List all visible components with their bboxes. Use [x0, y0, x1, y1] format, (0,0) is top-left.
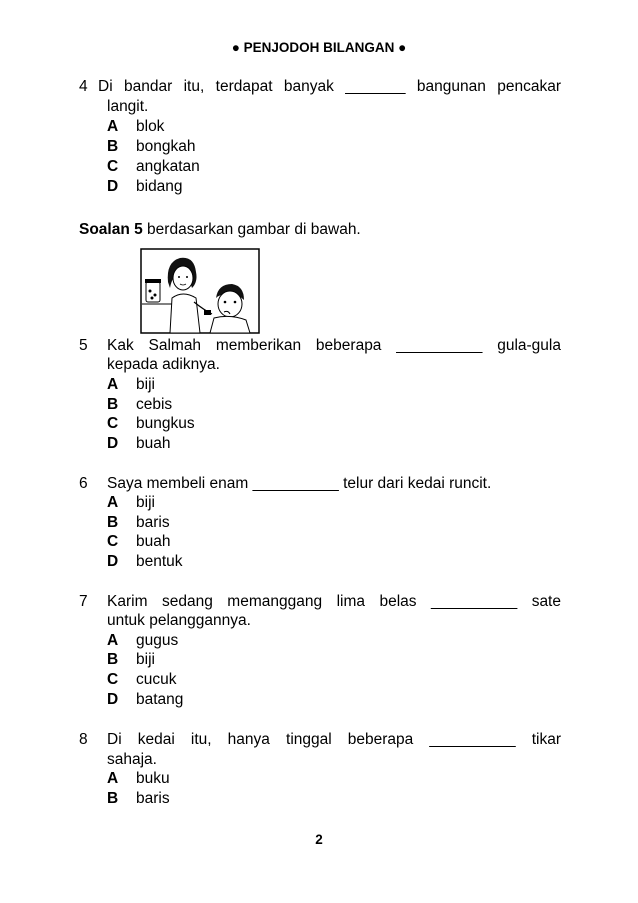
- question-7-text: Karim sedang memanggang lima belas __________ sate: [107, 593, 561, 610]
- question-5-text: Kak Salmah memberikan beberapa __________ gula-gula: [107, 337, 561, 354]
- question-8-option-a[interactable]: A buku: [107, 770, 170, 787]
- instruction-line: [79, 221, 361, 239]
- question-7-option-a[interactable]: A gugus: [107, 632, 179, 649]
- question-4-text: Di bandar itu, terdapat banyak _______ bangunan pencakar: [98, 78, 561, 95]
- question-8-text: Di kedai itu, hanya tinggal beberapa __________ tikar: [107, 731, 561, 748]
- instruction-bold: Soalan 5: [79, 221, 143, 238]
- question-4-number: 4: [79, 78, 88, 95]
- question-8-option-b[interactable]: B baris: [107, 790, 170, 807]
- question-4-text-cont: langit.: [107, 98, 149, 115]
- page-number: 2: [315, 832, 323, 847]
- question-5-option-b[interactable]: B cebis: [107, 396, 173, 413]
- question-4-option-a[interactable]: A blok: [107, 118, 165, 135]
- question-4-option-d[interactable]: D bidang: [107, 178, 183, 195]
- illustration-sister-giving-sweets: [140, 248, 260, 334]
- question-5-option-a[interactable]: A biji: [107, 376, 155, 393]
- question-4-option-c[interactable]: C angkatan: [107, 158, 200, 175]
- question-4-option-b[interactable]: B bongkah: [107, 138, 196, 155]
- question-6-text: Saya membeli enam __________ telur dari kedai runcit.: [107, 475, 492, 492]
- question-7-option-d[interactable]: D batang: [107, 691, 184, 708]
- question-7-option-b[interactable]: B biji: [107, 651, 155, 668]
- page-header: ● PENJODOH BILANGAN ●: [231, 40, 407, 55]
- question-5-option-d[interactable]: D buah: [107, 435, 171, 452]
- question-5-number: 5: [79, 337, 88, 354]
- question-8-number: 8: [79, 731, 88, 748]
- question-7-text-cont: untuk pelanggannya.: [107, 612, 251, 629]
- question-5-option-c[interactable]: C bungkus: [107, 415, 195, 432]
- question-6-option-a[interactable]: A biji: [107, 494, 155, 511]
- question-7-option-c[interactable]: C cucuk: [107, 671, 177, 688]
- question-6-number: 6: [79, 475, 88, 492]
- question-7-number: 7: [79, 593, 88, 610]
- question-6-option-c[interactable]: C buah: [107, 533, 171, 550]
- instruction-rest: berdasarkan gambar di bawah.: [142, 221, 361, 238]
- question-6-option-b[interactable]: B baris: [107, 514, 170, 531]
- question-8-text-cont: sahaja.: [107, 751, 157, 768]
- question-5-text-cont: kepada adiknya.: [107, 356, 220, 373]
- question-6-option-d[interactable]: D bentuk: [107, 553, 183, 570]
